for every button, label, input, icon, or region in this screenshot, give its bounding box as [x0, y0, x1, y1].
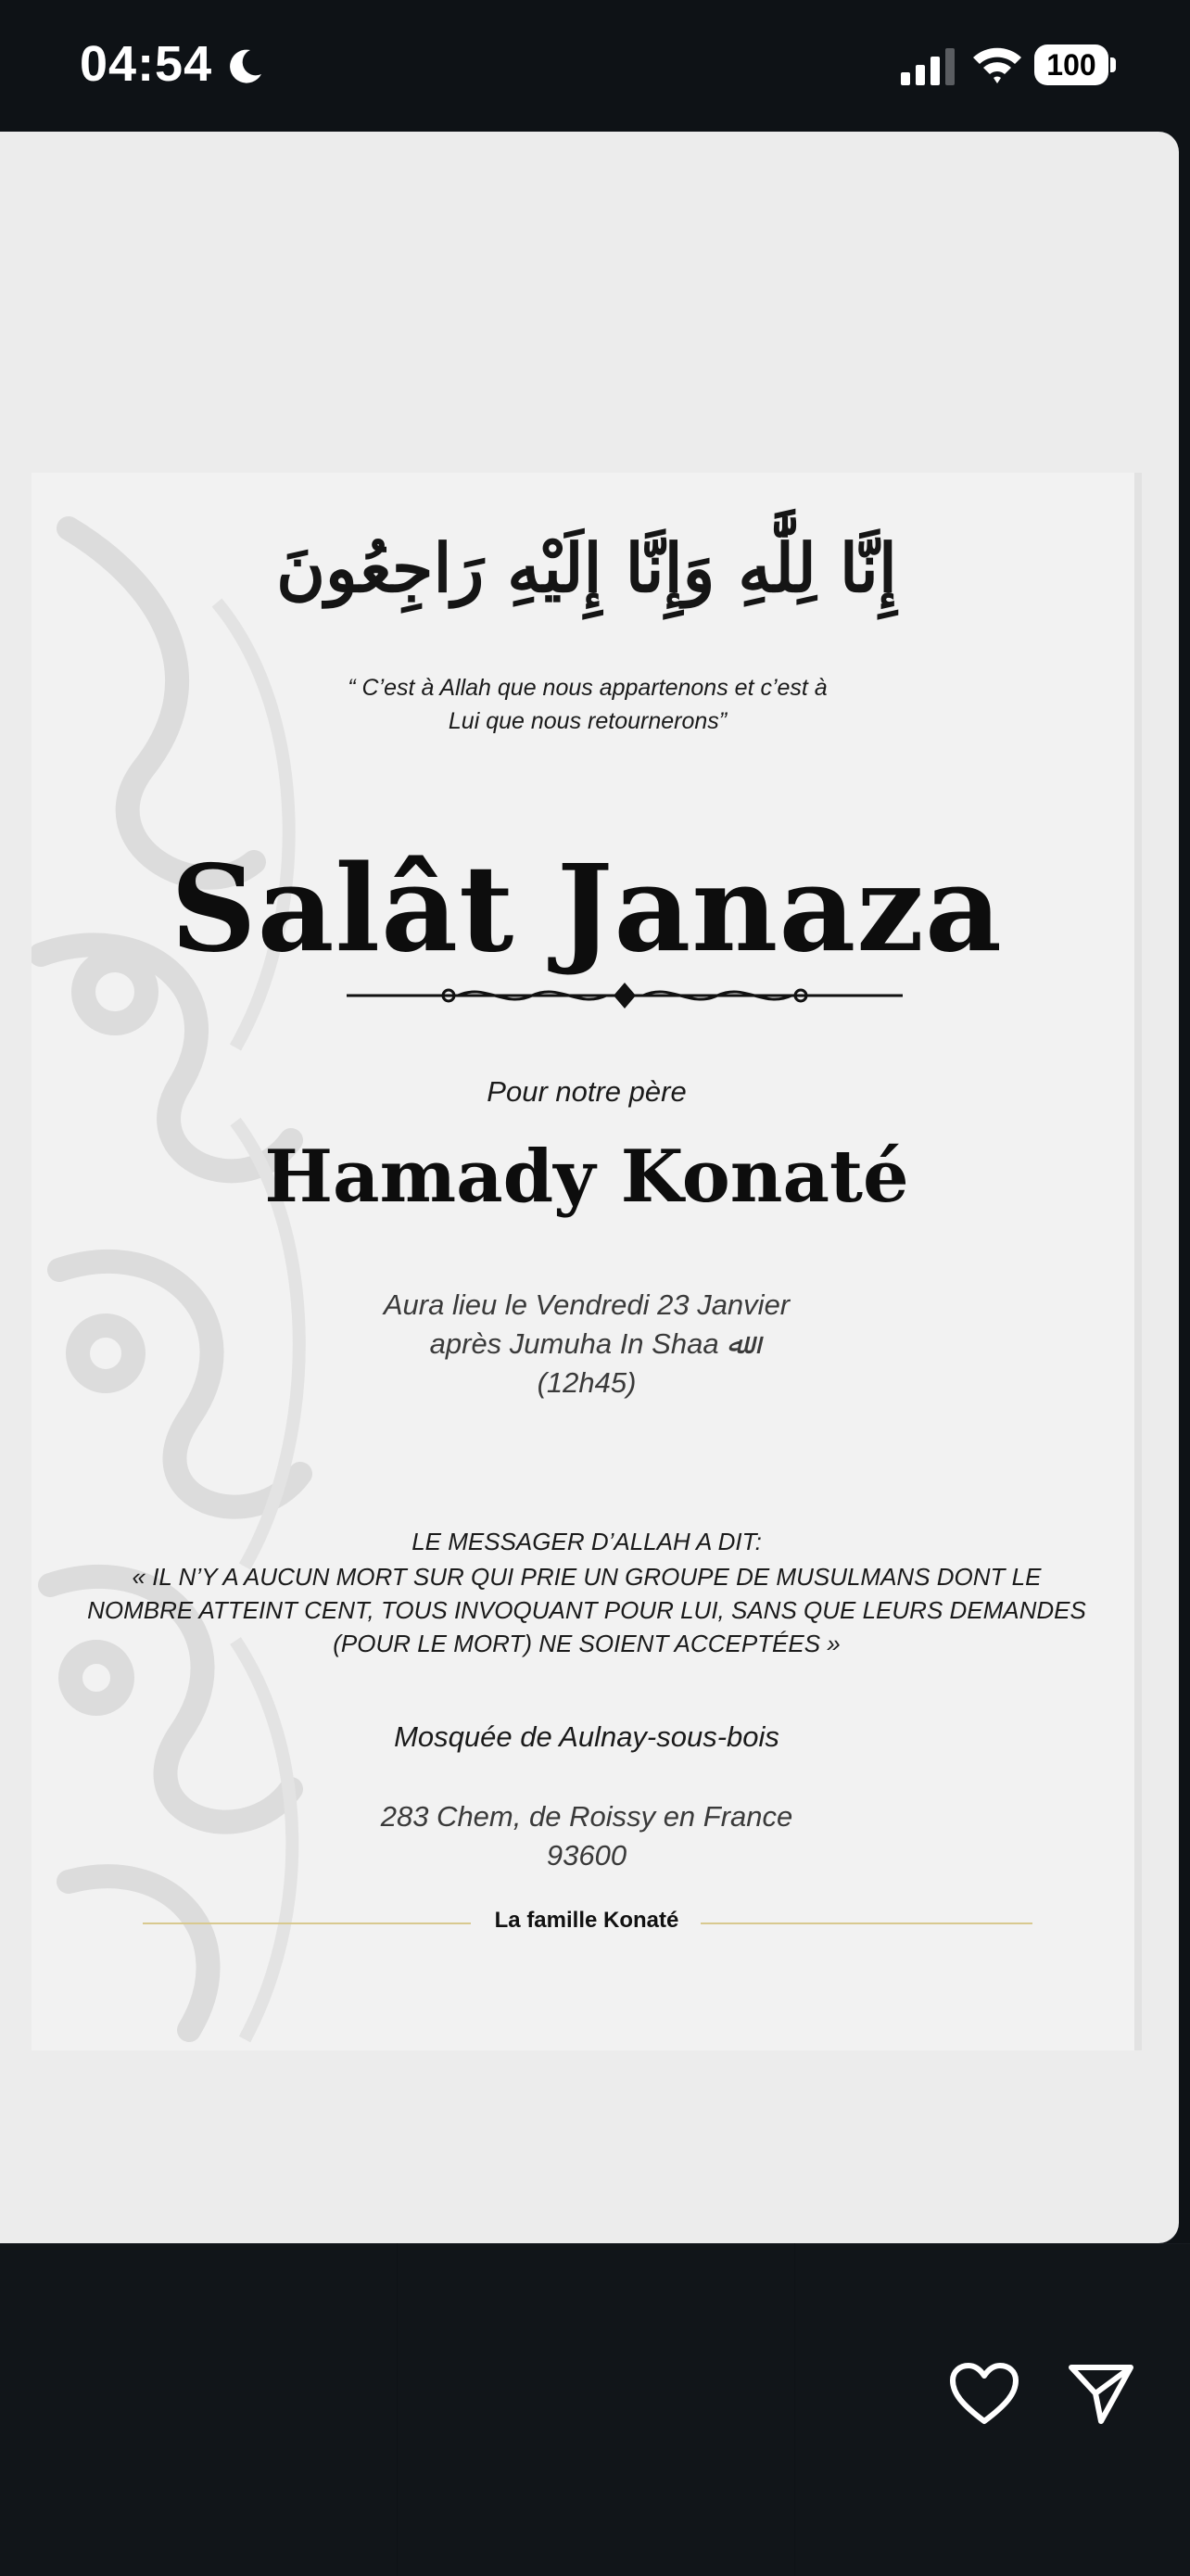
flyer-title: Salât Janaza: [171, 840, 1003, 979]
hadith-line: « IL N’Y A AUCUN MORT SUR QUI PRIE UN GROUPE DE MUSULMANS DONT LE: [132, 1563, 1042, 1591]
family-signature: La famille Konaté: [494, 1908, 679, 1933]
mosque-name: Mosquée de Aulnay-sous-bois: [394, 1720, 779, 1753]
heart-icon[interactable]: [949, 2362, 1019, 2427]
janaza-flyer: [32, 473, 1142, 2050]
dedication-text: Pour notre père: [487, 1075, 687, 1108]
ornament-divider: [347, 979, 903, 1012]
deceased-name: Hamady Konaté: [264, 1135, 909, 1219]
date-line: Aura lieu le Vendredi 23 Janvier: [383, 1288, 791, 1321]
send-icon[interactable]: [1068, 2362, 1134, 2427]
arabic-verse: إِنَّا لِلَّٰهِ وَإِنَّا إِلَيْهِ رَاجِعُونَ: [276, 528, 897, 607]
wifi-icon: [971, 44, 1023, 85]
battery-icon: [1034, 44, 1118, 87]
address-line: 283 Chem, de Roissy en France: [380, 1800, 793, 1833]
quote-line: “ C’est à Allah que nous appartenons et c’est à: [348, 675, 828, 701]
hadith-heading: LE MESSAGER D’ALLAH A DIT:: [411, 1528, 762, 1555]
hadith-line: (POUR LE MORT) NE SOIENT ACCEPTÉES »: [333, 1630, 841, 1657]
date-line: après Jumuha In Shaa ﷲ: [429, 1327, 744, 1360]
signal-icon: [901, 48, 955, 85]
background-tile: [0, 2243, 397, 2576]
time-line: (12h45): [537, 1366, 637, 1399]
quote-line: Lui que nous retournerons”: [448, 708, 728, 734]
battery-level: 100: [1046, 48, 1096, 82]
hadith-line: NOMBRE ATTEINT CENT, TOUS INVOQUANT POUR LUI, SANS QUE LEURS DEMANDES: [87, 1596, 1086, 1624]
postal-code: 93600: [546, 1839, 627, 1872]
moon-icon: [226, 46, 265, 85]
status-time: 04:54: [80, 36, 213, 92]
status-bar: [0, 0, 1190, 130]
quote-translation: [235, 671, 940, 738]
background-tile: [398, 2243, 794, 2576]
media-card[interactable]: [0, 132, 1179, 2243]
